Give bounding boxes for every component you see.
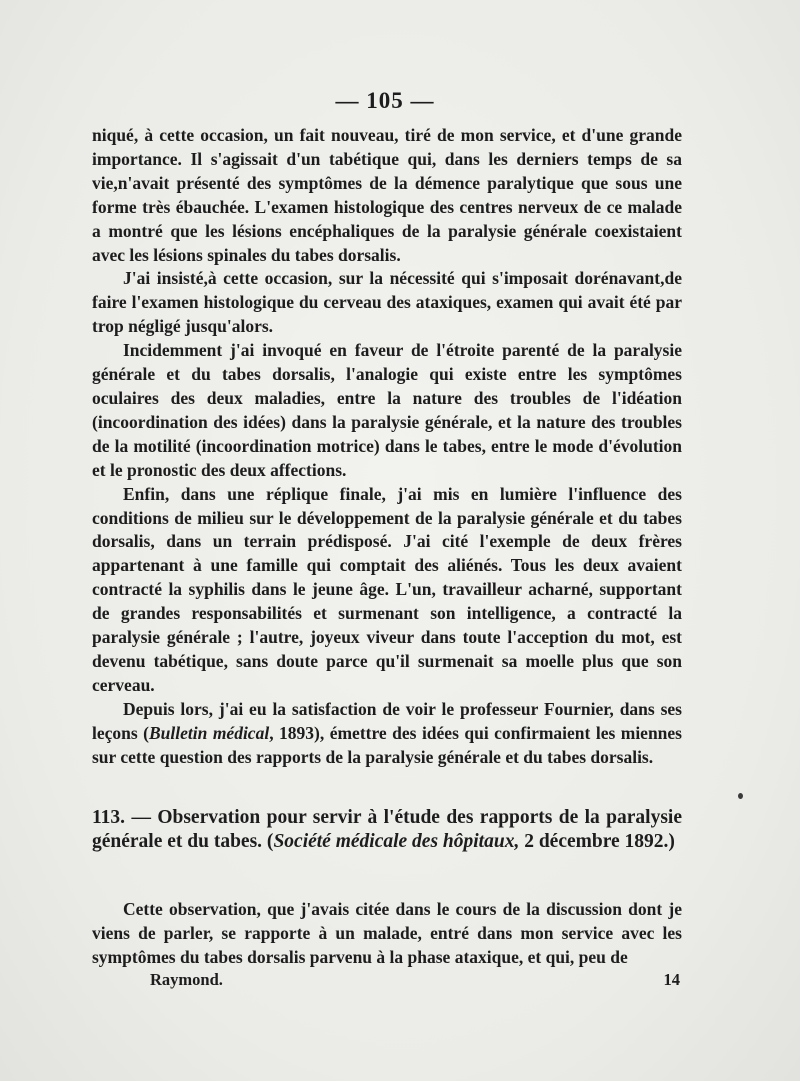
scan-speck: [738, 793, 743, 799]
footer-signature-mark: 14: [663, 970, 680, 989]
section-date: 2 décembre 1892.): [519, 831, 675, 852]
section-body: [92, 898, 682, 970]
section-heading: [92, 806, 682, 854]
section-source: Société médicale des hôpitaux,: [273, 831, 520, 852]
paragraph-5-after: , 1893), émettre des idées qui confirmaient les miennes sur cette question des rapports de la paralysie générale et du tabes dorsalis.: [92, 722, 682, 767]
paragraph-4: Enfin, dans une réplique finale, j'ai mis en lumière l'influence des conditions de milieu sur le développement de la paralysie générale et du tabes dorsalis, dans un terrain prédisposé. J'ai cité l'exemple de deux frères appartenant à une famille qui comptait des aliénés. Tous les deux avaient contracté la syphilis dans le jeune âge. L'un, travailleur acharné, supportant de grandes responsabilités et surmenant son intelligence, a contracté la paralysie générale ; l'autre, joyeux viveur dans toute l'acception du mot, est devenu tabétique, sans doute parce qu'il surmenait sa moelle plus que son cerveau.: [92, 483, 682, 695]
page-number: — 105 —: [335, 88, 435, 113]
paragraph-3: Incidemment j'ai invoqué en faveur de l'étroite parenté de la paralysie générale et du tabes dorsalis, l'analogie qui existe entre les symptômes oculaires des deux maladies, entre la nature des troubles de l'idéation (incoordination des idées) dans la paralysie générale, et la nature des troubles de la motilité (incoordination motrice) dans le tabes, entre le mode d'évolution et le pronostic des deux affections.: [92, 340, 682, 480]
section-title: — Observation pour servir à l'étude des rapports de la paralysie générale et du tabes. (: [92, 807, 683, 852]
paragraph-5-before: Depuis lors, j'ai eu la satisfaction de voir le professeur Fournier, dans ses leçons (: [92, 698, 682, 743]
section-number: 113.: [92, 807, 126, 828]
citation-bulletin-medical: Bulletin médical: [149, 722, 270, 743]
paragraph-5: [92, 698, 682, 770]
paragraph-1: niqué, à cette occasion, un fait nouveau, tiré de mon service, et d'une grande importance. Il s'agissait d'un tabétique qui, dans les derniers temps de sa vie,n'avait présenté des symptômes de la démence paralytique que sous une forme très ébauchée. L'examen histologique des centres nerveux de ce malade a montré que les lésions encéphaliques de la paralysie générale coexistaient avec les lésions spinales du tabes dorsalis.: [92, 125, 682, 265]
section-paragraph: Cette observation, que j'avais citée dans le cours de la discussion dont je viens de parler, se rapporte à un malade, entré dans mon service avec les symptômes du tabes dorsalis parvenu à la phase ataxique, et qui, peu de: [92, 899, 682, 967]
footer-author: Raymond.: [150, 970, 223, 989]
body-text: [92, 124, 682, 769]
paragraph-2: J'ai insisté,à cette occasion, sur la nécessité qui s'imposait dorénavant,de faire l'examen histologique du cerveau des ataxiques, examen qui avait été par trop négligé jusqu'alors.: [92, 268, 682, 337]
